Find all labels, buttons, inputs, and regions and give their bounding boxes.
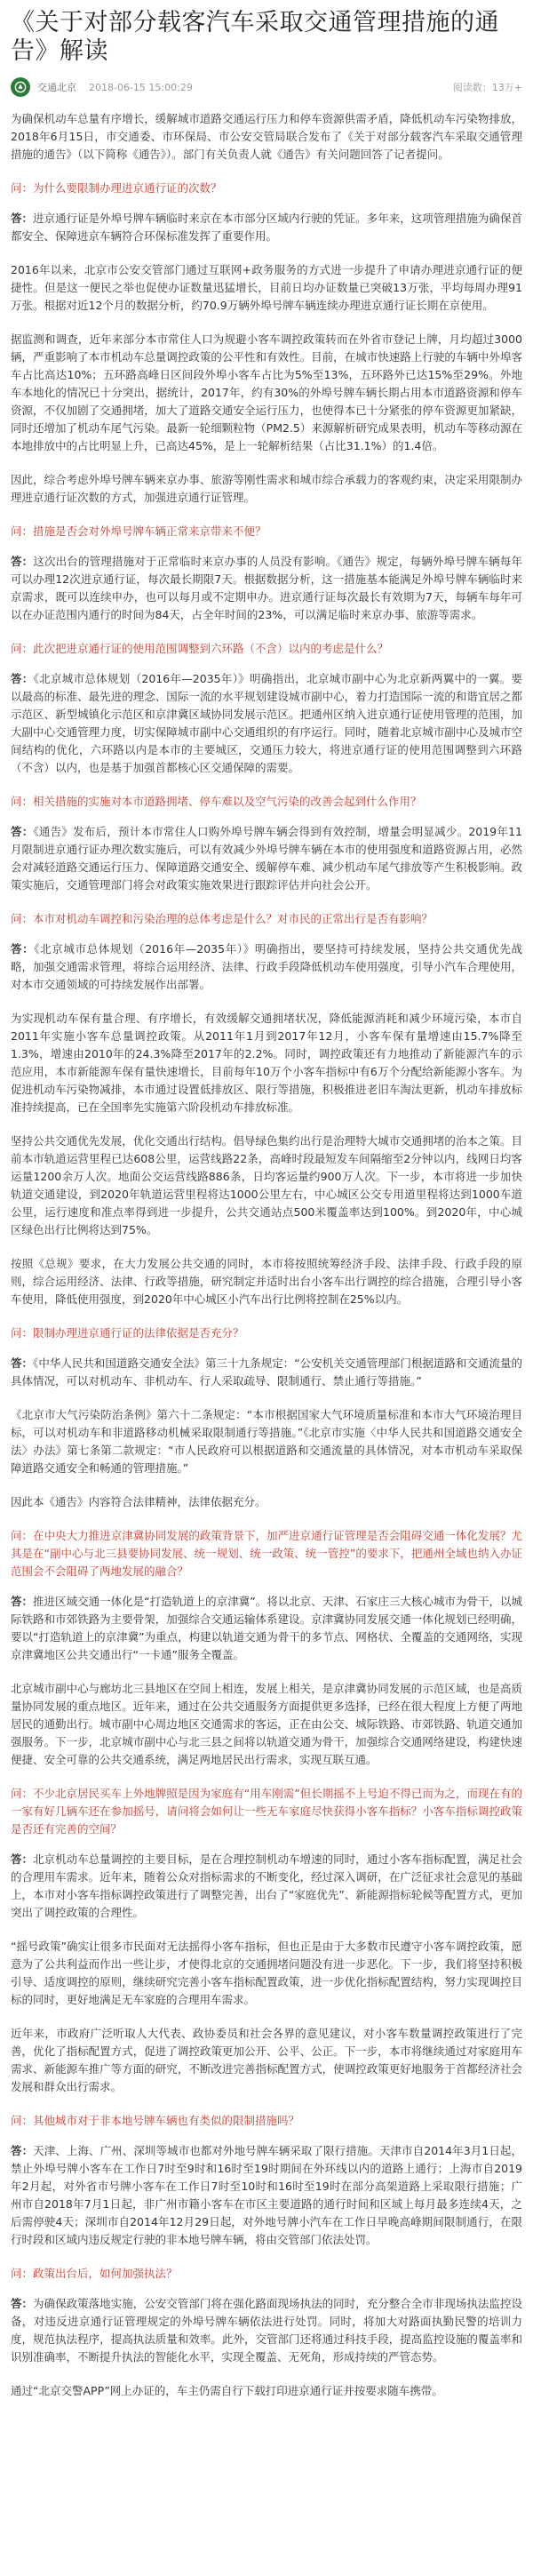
question-paragraph: 问：措施是否会对外埠号牌车辆正常来京带来不便？	[11, 524, 266, 538]
question-paragraph: 问：其他城市对于非本地号牌车辆也有类似的限制措施吗？	[11, 2114, 300, 2127]
answer-paragraph	[11, 1851, 522, 1922]
body-paragraph: 按照《总规》要求，在大力发展公共交通的同时，本市将按照统筹经济手段、法律手段、行政手段的原则，综合运用经济、法律、行政等措施，研究制定并适时出台小客车出行调控的综合措施，合理引导小客车使用，降低使用强度，到2020年中心城区小汽车出行比例将控制在25%以内。	[11, 1257, 522, 1306]
answer-paragraph	[11, 1355, 522, 1390]
question-paragraph: 问：此次把进京通行证的使用范围调整到六环路（不含）以内的考虑是什么？	[11, 642, 389, 655]
question-paragraph: 问：为什么要限制办理进京通行证的次数？	[11, 181, 222, 195]
answer-text: 《通告》发布后，预计本市常住人口购外埠号牌车辆会得到有效控制，增量会明显减少。2019年11月限制进京通行证办理次数实施后，可以有效减少外埠号牌车辆在本市的使用强度和道路资源占用，必然会对减轻道路交通运行压力、保障道路交通安全、缓解停车难、减少机动车尾气排放等产生积极影响。政策实施后，交通管理部门将会对政策实施效果进行跟踪评估并向社会公开。	[11, 825, 522, 892]
question-paragraph: 问：本市对机动车调控和污染治理的总体考虑是什么？对市民的正常出行是否有影响？	[11, 912, 434, 925]
body-paragraph: 2016年以来，北京市公安交管部门通过互联网+政务服务的方式进一步提升了申请办理进京通行证的便捷性。但是这一便民之举也促使办证数量迅猛增长，目前日均办证数量已突破13万张，平均每周办理91万张。根据对近12个月的数据分析，约70.9万辆外埠号牌车辆连续办理进京通行证长期在京使用。	[11, 263, 522, 312]
answer-text: 北京机动车总量调控的主要目标，是在合理控制机动车增速的同时，通过小客车指标配置，满足社会的合理用车需求。近年来，随着公众对指标需求的不断变化，经过深入调研，在广泛征求社会意见的基础上，本市对小客车指标调控政策进行了调整完善，出台了“家庭优先”、新能源指标轮候等配置方式，更加突出了调控政策的合理性。	[11, 1852, 522, 1919]
answer-paragraph	[11, 553, 522, 624]
body-paragraph: 因此本《通告》内容符合法律精神，法律依据充分。	[11, 1495, 266, 1508]
body-paragraph: 为确保机动车总量有序增长，缓解城市道路交通运行压力和停车资源供需矛盾，降低机动车污染物排放，2018年6月15日，市交通委、市环保局、市公安交管局联合发布了《关于对部分载客汽车采取交通管理措施的通告》（以下简称《通告》）。部门有关负责人就《通告》有关问题回答了记者提问。	[11, 112, 522, 161]
answer-label: 答：	[11, 825, 34, 838]
body-paragraph: 通过“北京交警APP”网上办证的，车主仍需自行下载打印进京通行证并按要求随车携带。	[11, 2384, 443, 2397]
answer-paragraph	[11, 823, 522, 894]
answer-label: 答：	[11, 672, 34, 685]
question-paragraph: 问：限制办理进京通行证的法律依据是否充分？	[11, 1326, 244, 1340]
answer-label: 答：	[11, 1852, 34, 1866]
answer-paragraph	[11, 940, 522, 994]
answer-label: 答：	[11, 2297, 34, 2310]
author-avatar[interactable]	[11, 77, 30, 97]
article-body	[11, 110, 522, 2400]
answer-text: 《中华人民共和国道路交通安全法》第三十九条规定：“公安机关交通管理部门根据道路和交通流量的具体情况，可以对机动车、非机动车、行人采取疏导、限制通行、禁止通行等措施。”	[11, 1356, 522, 1388]
author-name[interactable]: 交通北京	[37, 82, 76, 93]
answer-paragraph	[11, 1593, 522, 1664]
answer-text: 推进区域交通一体化是“打造轨道上的京津冀”。将以北京、天津、石家庄三大核心城市为骨干，以城际铁路和市郊铁路为主要骨架，加强综合交通运输体系建设。京津冀协同发展交通一体化规划已经明确，要以“打造轨道上的京津冀”为重点，构建以轨道交通为骨干的多节点、网格状、全覆盖的交通网络，实现京津冀地区公共交通出行“一卡通”服务全覆盖。	[11, 1595, 522, 1661]
body-paragraph: 近年来，市政府广泛听取人大代表、政协委员和社会各界的意见建议，对小客车数量调控政策进行了完善，优化了指标配置方式，促进了调控政策更加公开、公平、公正。下一步，本市将继续通过对家庭用车需求、新能源车推广等方面的研究，不断改进完善指标配置方式，使调控政策更好地服务于首都经济社会发展和群众出行需求。	[11, 2027, 522, 2093]
answer-label: 答：	[11, 942, 35, 956]
answer-label: 答：	[11, 2144, 34, 2157]
answer-label: 答：	[11, 555, 34, 568]
answer-label: 答：	[11, 1595, 34, 1608]
answer-paragraph	[11, 2142, 522, 2249]
answer-paragraph	[11, 2295, 522, 2366]
answer-text: 《北京城市总体规划（2016年—2035年）》明确指出，要坚持可持续发展，坚持公共交通优先战略，加强交通需求管理，将综合运用经济、法律、行政手段降低机动车使用强度，引导小汽车合理使用，对本市交通领域的可持续发展作出部署。	[11, 942, 522, 991]
answer-paragraph	[11, 210, 522, 245]
body-paragraph: 《北京市大气污染防治条例》第六十二条规定：“本市根据国家大气环境质量标准和本市大气环境治理目标，可以对机动车和非道路移动机械采取限制通行等措施。”《北京市实施〈中华人民共和国道路交通安全法〉办法》第七条第二款规定：“市人民政府可以根据道路和交通流量的具体情况，对本市机动车采取保障道路交通安全和畅通的管理措施。”	[11, 1408, 522, 1475]
body-paragraph: 为实现机动车保有量合理、有序增长，有效缓解交通拥堵状况，降低能源消耗和减少环境污染，本市自2011年实施小客车总量调控政策。从2011年1月到2017年12月，小客车保有量增速由15.7%降至1.3%，增速由2010年的24.3%降至2017年的2.2%。同时，调控政策还有力地推动了新能源汽车的示范应用，本市新能源车保有量快速增长，目前每年10万个小客车指标中有6万个分配给新能源小客车。为促进机动车污染物减排，本市通过设置低排放区、限行等措施，积极推进老旧车淘汰更新，机动车排放标准持续提高，已在全国率先实施第六阶段机动车排放标准。	[11, 1012, 522, 1114]
traffic-logo-icon	[14, 81, 27, 93]
publish-date: 2018-06-15 15:00:29	[89, 81, 193, 93]
body-paragraph: 因此，综合考虑外埠号牌车辆来京办事、旅游等刚性需求和城市综合承载力的客观约束，决定采用限制办理进京通行证次数的方式，加强进京通行证管理。	[11, 473, 522, 504]
question-paragraph: 问：政策出台后，如何加强执法？	[11, 2267, 178, 2280]
answer-label: 答：	[11, 1356, 34, 1370]
article-title: 《关于对部分载客汽车采取交通管理措施的通告》解读	[11, 9, 499, 65]
answer-text: 进京通行证是外埠号牌车辆临时来京在本市部分区域内行驶的凭证。多年来，这项管理措施为确保首都安全、保障进京车辆符合环保标准发挥了重要作用。	[11, 212, 522, 243]
answer-label: 答：	[11, 212, 34, 225]
answer-text: 天津、上海、广州、深圳等城市也都对外地号牌车辆采取了限行措施。天津市自2014年3月1日起，禁止外埠号牌小客车在工作日7时至9时和16时至19时期间在外环线以内的道路上通行；上海市自2019年2月起，对外省市号牌小客车在工作日7时至10时和16时至19时在部分高架道路上采取限行措施；广州市自2018年7月1日起，非广州市籍小客车在市区主要道路的通行时间和区域上每月最多连续4天，之后需停驶4天；深圳市自2014年12月29日起，对外地号牌小汽车在工作日早晚高峰期间限制通行，在限行时段和区域内违反规定行驶的非本地号牌车辆，将由交管部门依法处罚。	[11, 2144, 522, 2246]
article-meta	[11, 76, 522, 98]
body-paragraph: 坚持公共交通优先发展，优化交通出行结构。倡导绿色集约出行是治理特大城市交通拥堵的治本之策。目前本市轨道运营里程已达608公里，运营线路22条，高峰时段最短发车间隔缩至2分钟以内，线网日均客运量1200余万人次。地面公交运营线路886条，日均客运量约900万人次。下一步，本市将进一步加快轨道交通建设，到2020年轨道运营里程将达1000公里左右，中心城区公交专用道里程将达到1000车道公里，运行速度和准点率得到进一步提升，公共交通站点500米覆盖率达到100%。到2020年，中心城区绿色出行比例将达到75%。	[11, 1134, 522, 1236]
answer-text: 《北京城市总体规划（2016年—2035年）》明确指出，北京城市副中心为北京新两翼中的一翼。要以最高的标准、最先进的理念、国际一流的水平规划建设城市副中心，着力打造国际一流的和谐宜居之都示范区、新型城镇化示范区和京津冀区域协同发展示范区。把通州区纳入进京通行证使用管理的范围，加大副中心交通管理力度，切实保障城市副中心交通组织的有序运行。同时，随着北京城市副中心及城市空间结构的优化，六环路以内是本市的主要城区，交通压力较大，将进京通行证的使用范围调整到六环路（不含）以内，也是基于加强首都核心区交通保障的需要。	[11, 672, 522, 774]
body-paragraph: 据监测和调查，近年来部分本市常住人口为规避小客车调控政策转而在外省市登记上牌，月均超过3000辆，严重影响了本市机动车总量调控政策的公平性和有效性。目前，在城市快速路上行驶的车辆中外埠客车占比高达10%；五环路高峰日区间段外埠小客车占比为5%至13%，五环路外已达15%至29%。外地车本地化的情况已十分突出，据统计，2017年，约有30%的外埠号牌车辆长期占用本市道路资源和停车资源，不仅加剧了交通拥堵，加大了道路交通安全运行压力，也使得本已十分紧张的停车资源更加紧缺，同时还增加了机动车尾气污染。最新一轮细颗粒物（PM2.5）来源解析研究成果表明，机动车等移动源在本地排放中的占比明显上升，已高达45%，是上一轮解析结果（占比31.1%）的1.4倍。	[11, 332, 522, 452]
body-paragraph: “摇号政策”确实让很多市民面对无法摇得小客车指标，但也正是由于大多数市民遵守小客车调控政策，愿意为了公共利益而作出一些让步，才使得北京的交通拥堵问题没有进一步恶化。下一步，我们将坚持积极引导、适度调控的原则，继续研究完善小客车指标配置政策，进一步优化指标配置结构，努力实现调控目标的同时，更好地满足无车家庭的合理用车需求。	[11, 1940, 522, 2006]
answer-paragraph	[11, 670, 522, 777]
answer-text: 为确保政策落地实施，公安交管部门将在强化路面现场执法的同时，充分整合全市非现场执法监控设备，对违反进京通行证管理规定的外埠号牌车辆依法进行处罚。同时，将加大对路面执勤民警的培训力度，规范执法程序，提高执法质量和效率。此外，交管部门还将通过科技手段，提高监控设施的覆盖率和识别准确率，不断提升执法的智能化水平，实现全覆盖、无死角，形成持续的严管态势。	[11, 2297, 522, 2364]
body-paragraph: 北京城市副中心与廊坊北三县地区在空间上相连，发展上相关，是京津冀协同发展的示范区域，也是高质量协同发展的重点地区。近年来，通过在公共交通服务方面提供更多选择，已经在很大程度上方便了两地居民的通勤出行。城市副中心周边地区交通需求的客运，正在由公交、城际铁路、市郊铁路、轨道交通加强服务。下一步，北京城市副中心与北三县之间将以轨道交通为骨干，加强综合交通网络建设，构建快速便捷、安全可靠的公共交通系统，满足两地居民出行需求，实现互联互通。	[11, 1682, 522, 1766]
question-paragraph: 问：在中央大力推进京津冀协同发展的政策背景下，加严进京通行证管理是否会阻碍交通一体化发展？尤其是在“副中心与北三县要协同发展、统一规划、统一政策、统一管控”的要求下，把通州全域也纳入办证范围会不会阻碍了两地发展的融合？	[11, 1529, 522, 1578]
view-count: 阅读数：13万+	[452, 82, 522, 93]
answer-text: 这次出台的管理措施对于正常临时来京办事的人员没有影响。《通告》规定，每辆外埠号牌车辆每年可以办理12次进京通行证，每次最长期限7天。根据数据分析，这一措施基本能满足外埠号牌车辆临时来京需求，既可以连续申办，也可以每月或不定期申办。进京通行证每次最长有效期为7天，每辆车每年可以在办证范围内通行的时间为84天，占全年时间的23%，可以满足临时来京办事、旅游等需求。	[11, 555, 522, 621]
question-paragraph: 问：相关措施的实施对本市道路拥堵、停车难以及空气污染的改善会起到什么作用？	[11, 795, 422, 808]
question-paragraph: 问：不少北京居民买车上外地牌照是因为家庭有“用车刚需”但长期摇不上号迫不得已而为之，而现在有的一家有好几辆车还在参加摇号，请问将会如何让一些无车家庭尽快获得小客车指标？小客车指标调控政策是否还有完善的空间？	[11, 1787, 522, 1836]
